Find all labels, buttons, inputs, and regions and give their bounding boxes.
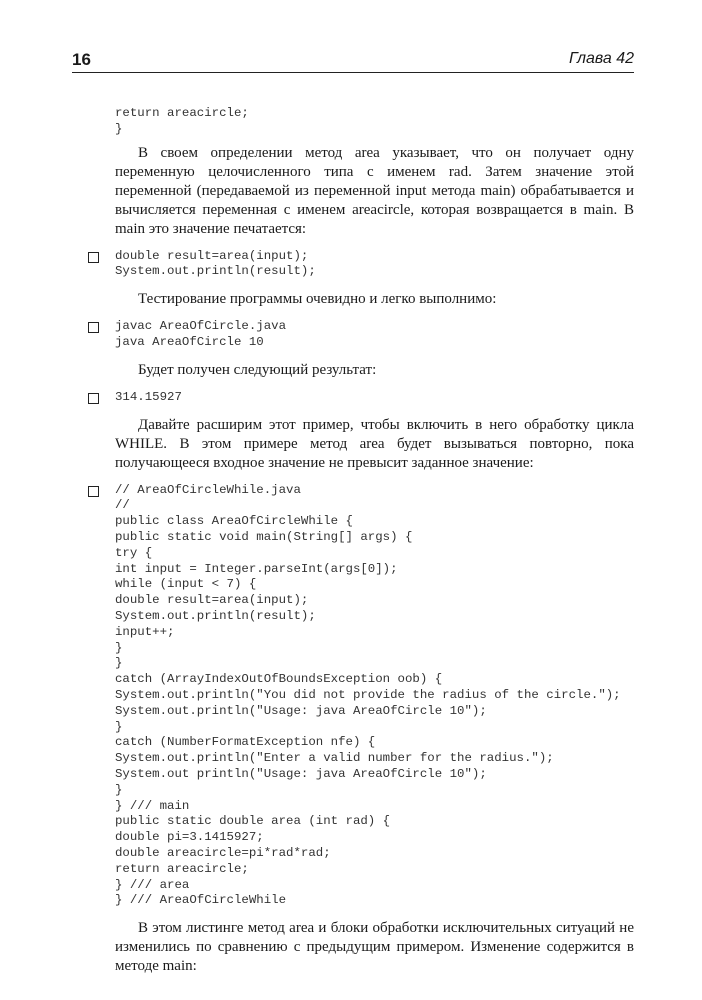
paragraph-1: В своем определении метод area указывает, что он получает одну переменную целочисленного типа с именем rad. Затем значение этой переменной (передаваемой из переменной input метода main) обрабатывается и вычисляется переменная с именем areacircle, которая возвращается в main. В main это значение печатается: <box>115 144 634 237</box>
code-listing-2 <box>72 249 634 281</box>
paragraph-4: Давайте расширим этот пример, чтобы включить в него обработку цикла WHILE. В этом примере метод area будет вызываться повторно, пока получающееся входное значение не превысит заданное значение: <box>115 416 634 471</box>
code-block-5: // AreaOfCircleWhile.java // public class AreaOfCircleWhile { public static void main(String[] args) { try { int input = Integer.parseInt(args[0]); while (input < 7) { double result=area(input); System.out.println(result); input++; } } catch (ArrayIndexOutOfBoundsException oob) { System.out.println("You did not provide the radius of the circle."); System.out.println("Usage: java AreaOfCircle 10"); } catch (NumberFormatException nfe) { System.out.println("Enter a valid number for the radius."); System.out println("Usage: java AreaOfCircle 10"); } } /// main public static double area (int rad) { double pi=3.1415927; double areacircle=pi*rad*rad; return areacircle; } /// area } /// AreaOfCircleWhile <box>115 482 621 908</box>
page-header <box>72 50 634 73</box>
paragraph-3: Будет получен следующий результат: <box>138 361 377 378</box>
code-block-2: double result=area(input); System.out.println(result); <box>115 248 316 279</box>
code-listing-3 <box>72 319 634 351</box>
paragraph-5: В этом листинге метод area и блоки обработки исключительных ситуаций не изменились по сравнению с предыдущим примером. Изменение содержится в методе main: <box>115 920 634 975</box>
code-listing-5 <box>72 483 634 910</box>
code-listing-4 <box>72 390 634 406</box>
code-block-1: return areacircle; } <box>115 106 249 136</box>
page-number: 16 <box>72 50 91 69</box>
code-block-3: javac AreaOfCircle.java java AreaOfCircle 10 <box>115 319 287 349</box>
paragraph-2: Тестирование программы очевидно и легко выполнимо: <box>138 291 497 308</box>
code-block-4: 314.15927 <box>115 389 182 404</box>
chapter-title: Глава 42 <box>568 50 634 67</box>
page-body <box>72 106 634 976</box>
